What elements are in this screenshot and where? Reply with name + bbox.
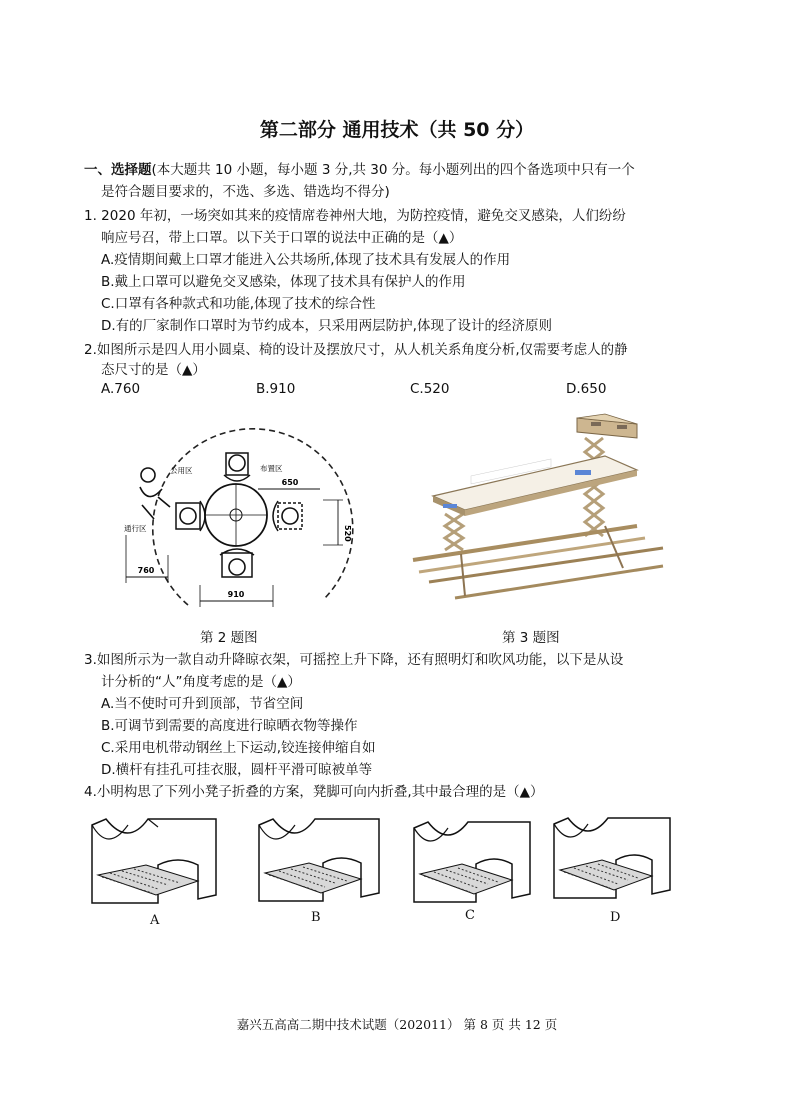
page-title: 第二部分 通用技术（共 50 分） <box>259 119 535 141</box>
label-layout-zone: 布置区 <box>260 464 283 473</box>
q3-option-b: B.可调节到需要的高度进行晾晒衣物等操作 <box>101 718 358 734</box>
figure-3-drying-rack <box>405 410 670 610</box>
dim-910: 910 <box>227 590 245 599</box>
q3-option-c: C.采用电机带动钢丝上下运动,铰连接伸缩自如 <box>101 740 376 756</box>
section-description: (本大题共 10 小题，每小题 3 分,共 30 分。每小题列出的四个备选项中只有一个 <box>151 162 635 178</box>
q2-stem: 2.如图所示是四人用小圆桌、椅的设计及摆放尺寸，从人机关系角度分析,仅需要考虑人的静 <box>84 342 628 358</box>
q3-stem-cont: 计分析的“人”角度考虑的是（▲） <box>101 674 301 690</box>
q1-option-b: B.戴上口罩可以避免交叉感染，体现了技术具有保护人的作用 <box>101 274 466 290</box>
dim-650: 650 <box>281 478 299 487</box>
q1-option-d: D.有的厂家制作口罩时为节约成本，只采用两层防护,体现了设计的经济原则 <box>101 318 552 334</box>
q2-option-a: A.760 <box>101 381 141 397</box>
q1-option-a: A.疫情期间戴上口罩才能进入公共场所,体现了技术具有发展人的作用 <box>101 252 511 268</box>
q1-option-c: C.口罩有各种款式和功能,体现了技术的综合性 <box>101 296 376 312</box>
label-passage-zone: 通行区 <box>124 524 147 533</box>
q1-stem: 1. 2020 年初，一场突如其来的疫情席卷神州大地，为防控疫情，避免交叉感染，人们纷纷 <box>84 208 626 224</box>
stool-figure-c <box>410 818 535 908</box>
q2-stem-cont: 态尺寸的是（▲） <box>101 362 206 378</box>
stool-figure-d <box>550 812 675 904</box>
stool-label-b: B <box>311 910 321 925</box>
dim-520: 520 <box>343 525 352 542</box>
figure-3-caption: 第 3 题图 <box>502 630 560 646</box>
stool-label-c: C <box>465 908 475 923</box>
q2-option-d: D.650 <box>566 381 607 397</box>
section-heading-line <box>84 159 635 181</box>
q4-stem: 4.小明构思了下列小凳子折叠的方案，凳脚可向内折叠,其中最合理的是（▲） <box>84 784 544 800</box>
q3-option-d: D.横杆有挂孔可挂衣服，圆杆平滑可晾被单等 <box>101 762 373 778</box>
section-heading: 一、选择题 <box>84 162 152 178</box>
stool-label-d: D <box>610 910 621 925</box>
q1-stem-cont: 响应号召，带上口罩。以下关于口罩的说法中正确的是（▲） <box>101 230 463 246</box>
stool-figure-b <box>255 815 385 907</box>
q3-stem: 3.如图所示为一款自动升降晾衣架，可摇控上升下降，还有照明灯和吹风功能，以下是从设 <box>84 652 624 668</box>
stool-label-a: A <box>150 913 160 928</box>
dim-760: 760 <box>137 566 155 575</box>
page-footer: 嘉兴五高高二期中技术试题（202011） 第 8 页 共 12 页 <box>236 1017 558 1032</box>
q2-option-c: C.520 <box>410 381 450 397</box>
figure-2-table-layout <box>118 415 368 615</box>
stool-figure-a <box>88 815 223 910</box>
figure-2-caption: 第 2 题图 <box>200 630 258 646</box>
q2-option-b: B.910 <box>256 381 296 397</box>
section-description-cont: 是符合题目要求的，不选、多选、错选均不得分) <box>101 184 390 200</box>
q3-option-a: A.当不使时可升到顶部，节省空间 <box>101 696 304 712</box>
label-public-zone: 公用区 <box>170 466 193 475</box>
